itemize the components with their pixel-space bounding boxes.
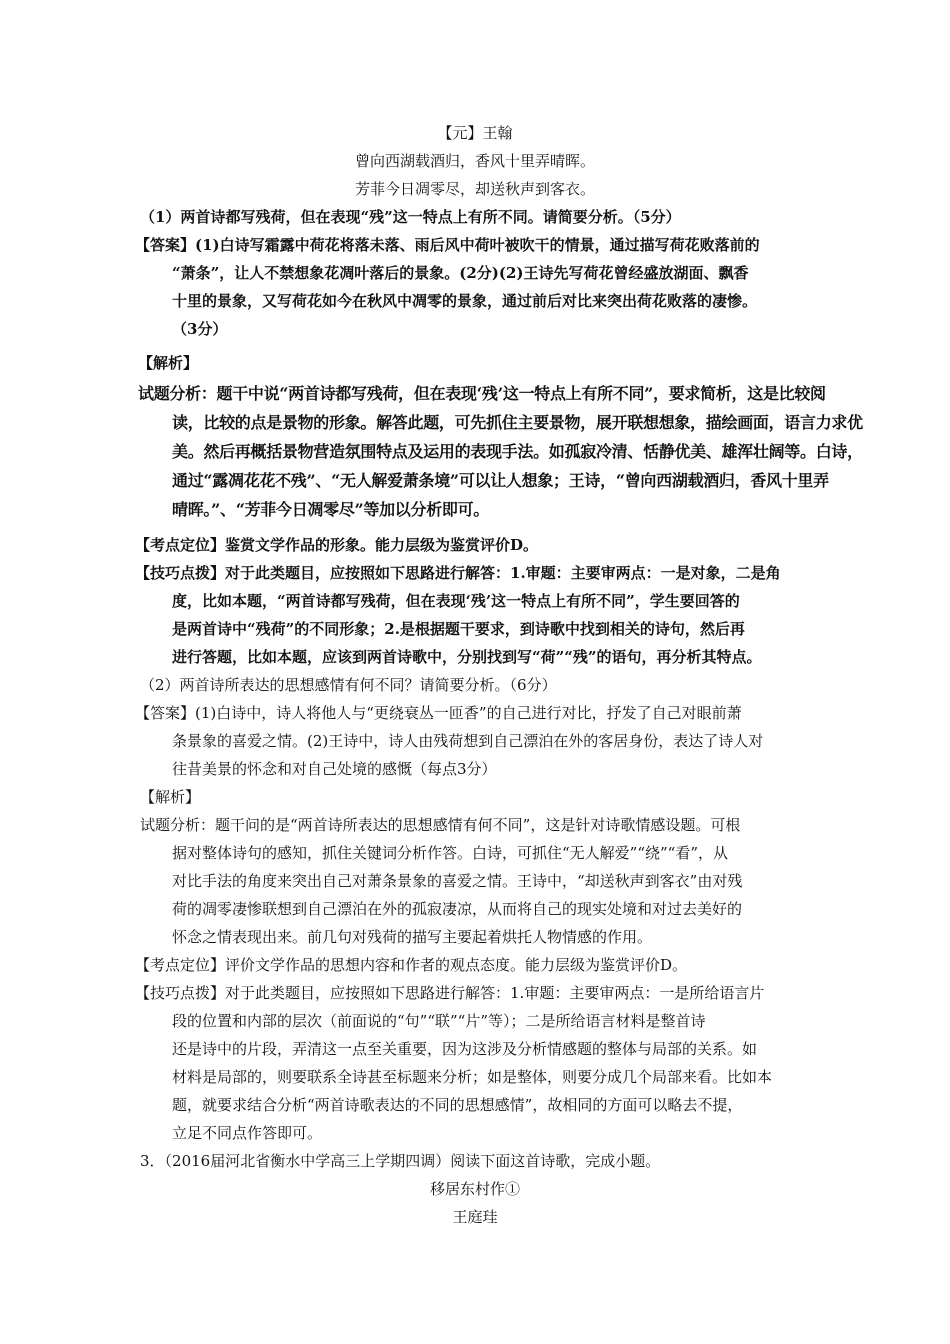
q2-analysis-line: 试题分析：题干问的是“两首诗所表达的思想感情有何不同”，这是针对诗歌情感设题。可根 [140,816,741,834]
q2-kaodian: 【考点定位】评价文学作品的思想内容和作者的观点态度。能力层级为鉴赏评价D。 [135,956,688,974]
q1-jiqiao-line: 进行答题，比如本题，应该到两首诗歌中，分别找到写“荷”“残”的语句，再分析其特点。 [172,648,762,666]
q2-answer-line: 【答案】(1)白诗中，诗人将他人与“更绕衰丛一匝香”的自己进行对比，抒发了自己对眼前萧 [135,704,742,722]
q2-analysis-line: 对比手法的角度来突出自己对萧条景象的喜爱之情。王诗中，“却送秋声到客衣”由对残 [172,872,743,890]
q1-jiqiao-line: 【技巧点拨】对于此类题目，应按照如下思路进行解答：1.审题：主要审两点：一是对象，二是角 [135,564,781,582]
q2-jiqiao-line: 还是诗中的片段，弄清这一点至关重要，因为这涉及分析情感题的整体与局部的关系。如 [172,1040,758,1058]
q1-analysis-line: 美。然后再概括景物营造氛围特点及运用的表现手法。如孤寂冷清、恬静优美、雄浑壮阔等。白诗， [172,442,863,461]
q2-analysis-line: 荷的凋零凄惨联想到自己漂泊在外的孤寂凄凉，从而将自己的现实处境和对过去美好的 [172,900,743,918]
q1-kaodian: 【考点定位】鉴赏文学作品的形象。能力层级为鉴赏评价D。 [135,536,539,554]
q2-analysis-line: 怀念之情表现出来。前几句对残荷的描写主要起着烘托人物情感的作用。 [172,928,653,946]
q2-jiqiao-line: 段的位置和内部的层次（前面说的“句”“联”“片”等）；二是所给语言材料是整首诗 [172,1012,706,1030]
q1-answer-line: 【答案】(1)白诗写霜露中荷花将落未落、雨后风中荷叶被吹干的情景，通过描写荷花败落前的 [135,236,760,254]
q1-answer-line: 十里的景象，又写荷花如今在秋风中凋零的景象，通过前后对比来突出荷花败落的凄惨。 [172,292,758,310]
question-1: （1）两首诗都写残荷，但在表现“残”这一特点上有所不同。请简要分析。（5分） [140,208,681,226]
q2-jiqiao-line: 材料是局部的，则要联系全诗甚至标题来分析；如是整体，则要分成几个局部来看。比如本 [172,1068,773,1086]
poem-author-line: 【元】王翰 [437,124,513,142]
q1-analysis-line: 读，比较的点是景物的形象。解答此题，可先抓住主要景物，展开联想想象，描绘画面，语言力求优 [172,413,863,432]
q2-jiqiao-line: 【技巧点拨】对于此类题目，应按照如下思路进行解答：1.审题：主要审两点：一是所给语言片 [135,984,765,1002]
q2-analysis-line: 据对整体诗句的感知，抓住关键词分析作答。白诗，可抓住“无人解爱”“绕”“看”，从 [172,844,729,862]
q1-jiqiao-line: 度，比如本题，“两首诗都写残荷，但在表现‘残’这一特点上有所不同”，学生要回答的 [172,592,740,610]
q2-answer-line: 条景象的喜爱之情。(2)王诗中，诗人由残荷想到自己漂泊在外的客居身份，表达了诗人对 [172,732,764,750]
q2-analysis-heading: 【解析】 [140,788,201,806]
q2-answer-line: 往昔美景的怀念和对自己处境的感慨（每点3分） [172,760,497,778]
q1-analysis-line: 试题分析：题干中说“两首诗都写残荷，但在表现‘残’这一特点上有所不同”，要求简析，这是比较阅 [138,384,826,403]
q1-analysis-heading: 【解析】 [138,354,199,372]
q1-answer-line: （3分） [172,320,228,338]
poem-title: 移居东村作① [429,1180,520,1198]
q1-analysis-line: 通过“露凋花花不残”、“无人解爱萧条境”可以让人想象；王诗，“曾向西湖载酒归，香风十里弄 [172,471,829,490]
poem-verse-2: 芳菲今日凋零尽，却送秋声到客衣。 [354,180,595,198]
poem-author: 王庭珪 [452,1208,498,1226]
q1-analysis-line: 晴晖。”、“芳菲今日凋零尽”等加以分析即可。 [172,500,490,519]
q2-jiqiao-line: 题，就要求结合分析“两首诗歌表达的不同的思想感情”，故相同的方面可以略去不提， [172,1096,743,1114]
q2-jiqiao-line: 立足不同点作答即可。 [172,1124,323,1142]
question-2: （2）两首诗所表达的思想感情有何不同？请简要分析。（6分） [140,676,557,694]
q1-answer-line: “萧条”，让人不禁想象花凋叶落后的景象。(2分)(2)王诗先写荷花曾经盛放湖面、飘香 [172,264,749,282]
question-3-intro: 3．（2016届河北省衡水中学高三上学期四调）阅读下面这首诗歌，完成小题。 [140,1152,661,1170]
poem-verse-1: 曾向西湖载酒归，香风十里弄晴晖。 [354,152,595,170]
q1-jiqiao-line: 是两首诗中“残荷”的不同形象；2.是根据题干要求，到诗歌中找到相关的诗句，然后再 [172,620,745,638]
